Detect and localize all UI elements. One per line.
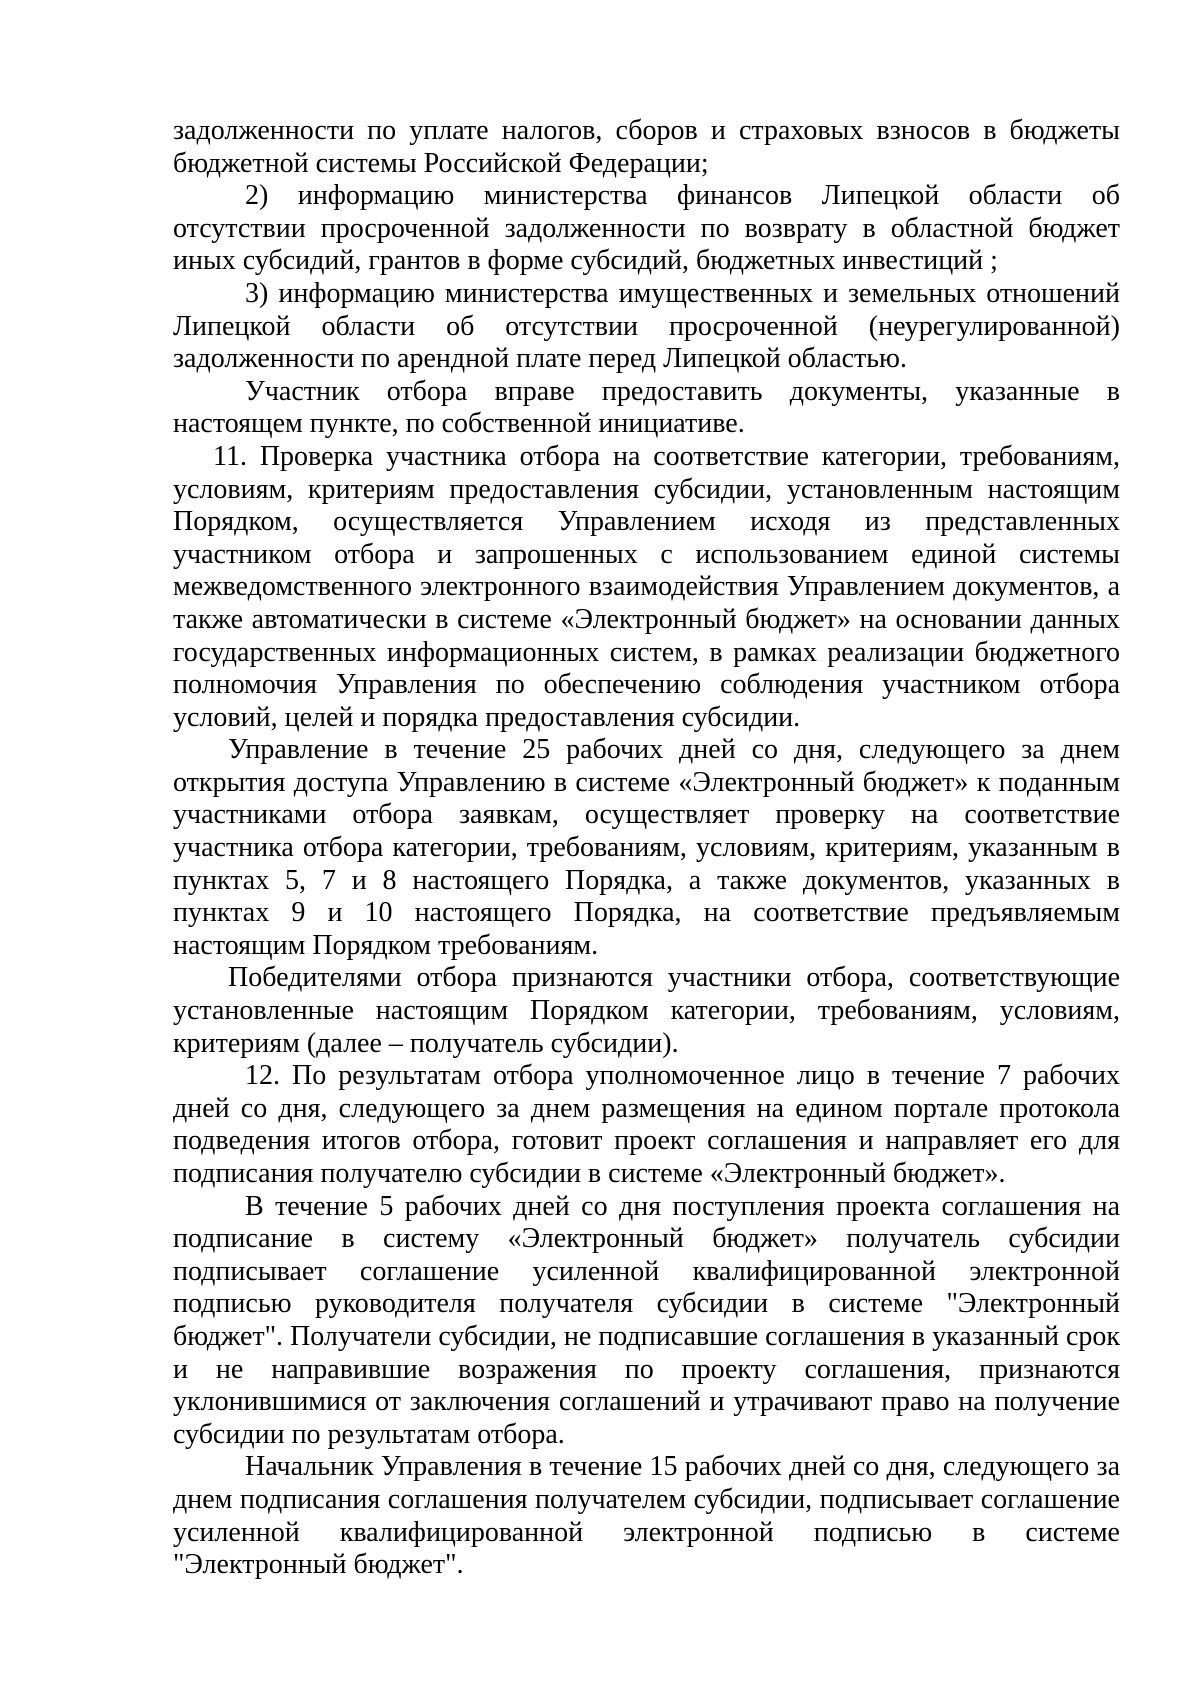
paragraph-item-2-finance-ministry: 2) информацию министерства финансов Липецкой области об отсутствии просроченной задолженности по возврату в областной бюджет иных субсидий, грантов в форме субсидий, бюджетных инвестиций ; — [173, 180, 1120, 277]
paragraph-own-initiative: Участник отбора вправе предоставить документы, указанные в настоящем пункте, по собственной инициативе. — [173, 375, 1120, 440]
paragraph-head-signing: Начальник Управления в течение 15 рабочих дней со дня, следующего за днем подписания соглашения получателем субсидии, подписывает соглашение усиленной квалифицированной электронной подписью в системе "Электронный бюджет". — [173, 1451, 1120, 1581]
paragraph-review-period: Управление в течение 25 рабочих дней со дня, следующего за днем открытия доступа Управлению в системе «Электронный бюджет» к поданным участниками отбора заявкам, осуществляет проверку на соответствие участника отбора категории, требованиям, условиям, критериям, указанным в пунктах 5, 7 и 8 настоящего Порядка, а также документов, указанных в пунктах 9 и 10 настоящего Порядка, на соответствие предъявляемым настоящим Порядком требованиям. — [173, 734, 1120, 961]
document-body — [173, 115, 1120, 1582]
paragraph-section-12: 12. По результатам отбора уполномоченное лицо в течение 7 рабочих дней со дня, следующего за днем размещения на едином портале протокола подведения итогов отбора, готовит проект соглашения и направляет его для подписания получателю субсидии в системе «Электронный бюджет». — [173, 1060, 1120, 1189]
paragraph-winners: Победителями отбора признаются участники отбора, соответствующие установленные настоящим Порядком категории, требованиям, условиям, критериям (далее – получатель субсидии). — [173, 962, 1120, 1059]
paragraph-signing-period: В течение 5 рабочих дней со дня поступления проекта соглашения на подписание в систему «Электронный бюджет» получатель субсидии подписывает соглашение усиленной квалифицированной электронной подписью руководителя получателя субсидии в системе "Электронный бюджет". Получатели субсидии, не подписавшие соглашения в указанный срок и не направившие возражения по проекту соглашения, признаются уклонившимися от заключения соглашений и утрачивают право на получение субсидии по результатам отбора. — [173, 1190, 1120, 1450]
paragraph-section-11: 11. Проверка участника отбора на соответствие категории, требованиям, условиям, критериям предоставления субсидии, установленным настоящим Порядком, осуществляется Управлением исходя из представленных участником отбора и запрошенных с использованием единой системы межведомственного электронного взаимодействия Управлением документов, а также автоматически в системе «Электронный бюджет» на основании данных государственных информационных систем, в рамках реализации бюджетного полномочия Управления по обеспечению соблюдения участником отбора условий, целей и порядка предоставления субсидии. — [173, 440, 1120, 733]
paragraph-tax-debt-continuation: задолженности по уплате налогов, сборов и страховых взносов в бюджеты бюджетной системы Российской Федерации; — [173, 115, 1120, 179]
paragraph-item-3-property-ministry: 3) информацию министерства имущественных и земельных отношений Липецкой области об отсутствии просроченной (неурегулированной) задолженности по арендной плате перед Липецкой областью. — [173, 277, 1120, 375]
